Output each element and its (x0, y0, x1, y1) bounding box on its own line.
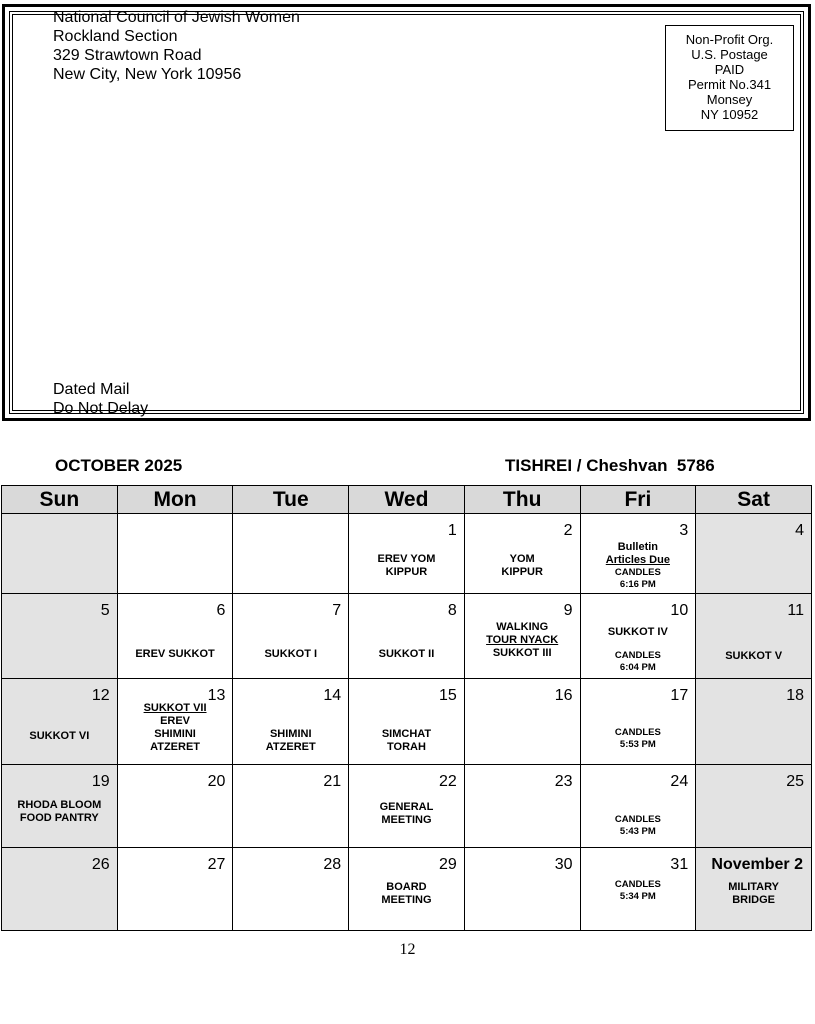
postage-line: Non-Profit Org. (685, 32, 774, 47)
notice-line: Dated Mail (53, 381, 130, 398)
event (465, 553, 580, 579)
event (465, 621, 580, 660)
calendar-grid (1, 485, 812, 931)
postage-line: Permit No.341 (687, 77, 772, 92)
event (349, 553, 464, 579)
event (118, 702, 233, 754)
day-number: 12 (91, 687, 110, 704)
weekday-tue: Tue (233, 486, 349, 514)
day-number: 29 (439, 856, 457, 873)
event-line: ATZERET (265, 741, 316, 753)
address-line: New City, New York 10956 (53, 66, 242, 83)
candle-lighting (581, 727, 696, 751)
day-cell-12 (2, 679, 118, 765)
day-number: 14 (323, 687, 342, 704)
event-line: FOOD PANTRY (19, 812, 99, 824)
day-cell-24 (580, 765, 696, 848)
week-row (2, 679, 812, 765)
day-cell-november-2 (696, 848, 812, 931)
candles-label: CANDLES (614, 727, 661, 738)
postage-line: Monsey (706, 92, 753, 107)
event (349, 801, 464, 827)
weekday-fri: Fri (580, 486, 696, 514)
day-number: 15 (439, 687, 457, 704)
event (118, 648, 233, 661)
candle-lighting (581, 814, 696, 838)
day-number: 5 (100, 602, 110, 619)
postage-line: PAID (714, 62, 745, 77)
event-line: SUKKOT VI (29, 730, 90, 742)
day-number: 6 (216, 602, 226, 619)
day-cell-8 (349, 594, 465, 679)
day-cell-empty (2, 514, 118, 594)
event (349, 648, 464, 661)
day-cell-13 (117, 679, 233, 765)
day-cell-30 (464, 848, 580, 931)
day-cell-empty (233, 514, 349, 594)
day-number: 31 (670, 856, 689, 873)
hebrew-month: TISHREI / Cheshvan 5786 (505, 456, 715, 475)
event-line: SHIMINI (154, 728, 196, 740)
event (581, 541, 696, 567)
weekday-mon: Mon (117, 486, 233, 514)
candles-label: CANDLES (614, 567, 661, 578)
event-line: TOUR NYACK (486, 634, 559, 646)
event-line: EREV SUKKOT (135, 648, 215, 660)
candles-time: 6:16 PM (619, 579, 656, 590)
day-number: November 2 (711, 856, 803, 873)
day-number: 26 (91, 856, 110, 873)
day-number: 28 (323, 856, 342, 873)
weekday-thu: Thu (464, 486, 580, 514)
day-cell-20 (117, 765, 233, 848)
postage-line: NY 10952 (700, 107, 759, 122)
day-number: 30 (554, 856, 573, 873)
event-line: RHODA BLOOM (17, 799, 102, 811)
event (349, 881, 464, 907)
day-number: 2 (563, 522, 573, 539)
event-line: YOM (509, 553, 535, 565)
day-cell-16 (464, 679, 580, 765)
event-line: SUKKOT V (725, 650, 783, 662)
weekday-wed: Wed (349, 486, 465, 514)
address-line: National Council of Jewish Women (53, 9, 300, 26)
event (2, 730, 117, 743)
event-line: Bulletin (617, 541, 659, 553)
day-cell-19 (2, 765, 118, 848)
event-line: KIPPUR (501, 566, 543, 578)
event-line: Articles Due (605, 554, 670, 566)
event-line: EREV (160, 715, 191, 727)
day-cell-18 (696, 679, 812, 765)
return-address (53, 8, 300, 84)
day-number: 17 (670, 687, 689, 704)
day-number: 8 (447, 602, 457, 619)
candles-label: CANDLES (614, 814, 661, 825)
day-number: 11 (787, 602, 804, 619)
day-number: 18 (786, 687, 804, 704)
address-line: Rockland Section (53, 28, 178, 45)
weekday-header-row (2, 486, 812, 514)
day-cell-4 (696, 514, 812, 594)
day-number: 19 (91, 773, 110, 790)
weekday-sat: Sat (696, 486, 812, 514)
day-number: 3 (679, 522, 689, 539)
day-number: 20 (207, 773, 226, 790)
event (696, 881, 811, 907)
event (2, 799, 117, 825)
day-cell-26 (2, 848, 118, 931)
day-cell-15 (349, 679, 465, 765)
day-cell-21 (233, 765, 349, 848)
day-number: 4 (795, 522, 804, 539)
event-line: SUKKOT IV (607, 626, 668, 638)
week-row (2, 514, 812, 594)
day-cell-empty (117, 514, 233, 594)
candles-time: 5:34 PM (619, 891, 656, 902)
day-cell-7 (233, 594, 349, 679)
event (233, 648, 348, 661)
day-cell-25 (696, 765, 812, 848)
event-line: KIPPUR (385, 566, 428, 578)
event-line: BRIDGE (732, 894, 775, 906)
day-number: 13 (207, 687, 226, 704)
week-row (2, 765, 812, 848)
day-cell-28 (233, 848, 349, 931)
event-line: BOARD (386, 881, 427, 893)
event-line: SUKKOT I (264, 648, 318, 660)
day-number: 22 (439, 773, 457, 790)
event-line: SUKKOT VII (143, 702, 207, 714)
candle-lighting (581, 879, 696, 903)
candle-lighting (581, 567, 696, 591)
event-line: WALKING (496, 621, 549, 633)
postage-line: U.S. Postage (691, 47, 768, 62)
day-cell-11 (696, 594, 812, 679)
day-cell-2 (464, 514, 580, 594)
week-row (2, 848, 812, 931)
page-number: 12 (399, 941, 416, 958)
day-cell-31 (580, 848, 696, 931)
day-cell-23 (464, 765, 580, 848)
event-line: EREV YOM (377, 553, 436, 565)
weekday-sun: Sun (2, 486, 118, 514)
event (349, 728, 464, 754)
event-line: SUKKOT II (378, 648, 435, 660)
event (581, 626, 696, 639)
day-cell-10 (580, 594, 696, 679)
event-line: MILITARY (728, 881, 779, 893)
candles-time: 5:43 PM (619, 826, 656, 837)
day-cell-17 (580, 679, 696, 765)
event-line: SIMCHAT (381, 728, 432, 740)
day-number: 7 (332, 602, 342, 619)
mail-notice (53, 380, 148, 418)
day-cell-5 (2, 594, 118, 679)
event-line: GENERAL (379, 801, 434, 813)
day-cell-1 (349, 514, 465, 594)
event-line: MEETING (381, 894, 432, 906)
day-cell-6 (117, 594, 233, 679)
event-line: MEETING (381, 814, 432, 826)
postage-indicia (665, 25, 794, 131)
candles-label: CANDLES (614, 650, 661, 661)
week-row (2, 594, 812, 679)
day-cell-27 (117, 848, 233, 931)
event (233, 728, 348, 754)
notice-line: Do Not Delay (53, 400, 149, 417)
candle-lighting (581, 650, 696, 674)
event-line: SHIMINI (269, 728, 312, 740)
candles-label: CANDLES (614, 879, 661, 890)
candles-time: 5:53 PM (619, 739, 656, 750)
day-number: 23 (554, 773, 573, 790)
day-cell-9 (464, 594, 580, 679)
candles-time: 6:04 PM (619, 662, 656, 673)
day-number: 27 (207, 856, 226, 873)
day-number: 9 (563, 602, 573, 619)
day-cell-3 (580, 514, 696, 594)
calendar-title: OCTOBER 2025 (55, 456, 183, 475)
day-cell-14 (233, 679, 349, 765)
address-line: 329 Strawtown Road (53, 47, 202, 64)
day-cell-29 (349, 848, 465, 931)
day-number: 10 (670, 602, 689, 619)
day-number: 16 (554, 687, 573, 704)
day-number: 21 (323, 773, 342, 790)
event (696, 650, 811, 663)
day-number: 1 (447, 522, 457, 539)
day-cell-22 (349, 765, 465, 848)
event-line: SUKKOT III (492, 647, 552, 659)
event-line: TORAH (387, 741, 426, 753)
event-line: ATZERET (150, 741, 200, 753)
day-number: 25 (786, 773, 804, 790)
day-number: 24 (670, 773, 689, 790)
